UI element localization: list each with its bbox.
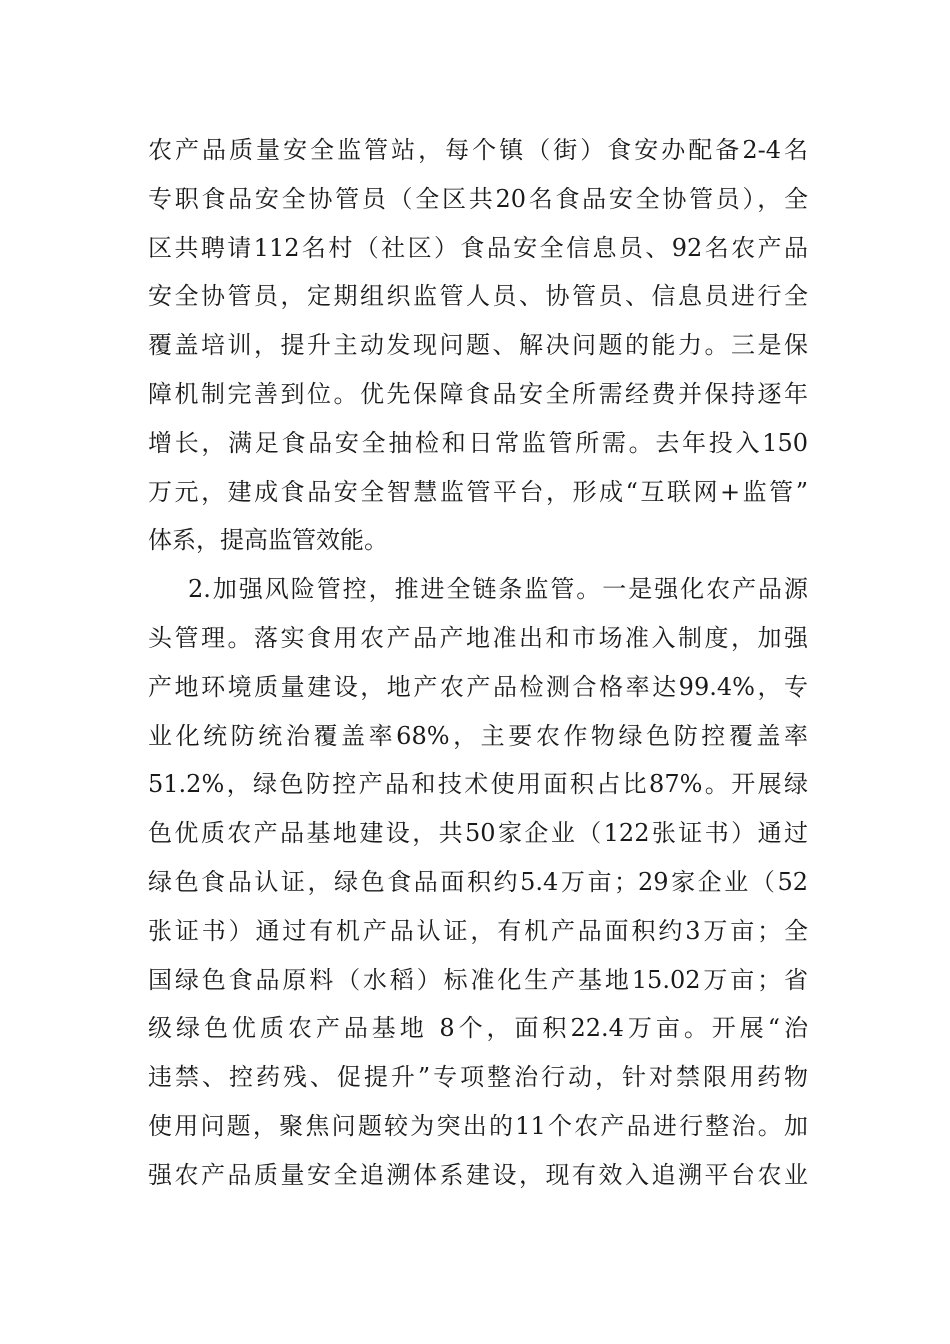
text-line: 国绿色食品原料（水稻）标准化生产基地15.02万亩；省	[148, 965, 808, 994]
text-line: 级绿色优质农产品基地 8个，面积22.4万亩。开展“治	[148, 1014, 808, 1043]
text-line: 色优质农产品基地建设，共50家企业（122张证书）通过	[148, 819, 808, 848]
text-line: 增长，满足食品安全抽检和日常监管所需。去年投入150	[148, 428, 808, 457]
text-line: 张证书）通过有机产品认证，有机产品面积约3万亩；全	[148, 916, 808, 945]
body-text	[148, 126, 808, 1200]
text-line: 头管理。落实食用农产品产地准出和市场准入制度，加强	[148, 623, 808, 652]
text-line: 使用问题，聚焦问题较为突出的11个农产品进行整治。加	[148, 1111, 808, 1140]
text-line: 违禁、控药残、促提升”专项整治行动，针对禁限用药物	[148, 1063, 808, 1092]
text-line: 障机制完善到位。优先保障食品安全所需经费并保持逐年	[148, 379, 808, 408]
text-line: 强农产品质量安全追溯体系建设，现有效入追溯平台农业	[148, 1160, 808, 1189]
text-line: 51.2%，绿色防控产品和技术使用面积占比87%。开展绿	[148, 770, 808, 799]
text-line: 2.加强风险管控，推进全链条监管。一是强化农产品源	[188, 575, 808, 604]
text-line: 区共聘请112名村（社区）食品安全信息员、92名农产品	[148, 233, 808, 262]
text-line: 专职食品安全协管员（全区共20名食品安全协管员），全	[148, 184, 808, 213]
text-line: 业化统防统治覆盖率68%，主要农作物绿色防控覆盖率	[148, 721, 808, 750]
text-line: 安全协管员，定期组织监管人员、协管员、信息员进行全	[148, 282, 808, 311]
text-line: 覆盖培训，提升主动发现问题、解决问题的能力。三是保	[148, 331, 808, 360]
text-line: 绿色食品认证，绿色食品面积约5.4万亩；29家企业（52	[148, 867, 808, 896]
text-line: 产地环境质量建设，地产农产品检测合格率达99.4%，专	[148, 672, 808, 701]
text-line: 万元，建成食品安全智慧监管平台，形成“互联网+监管”	[148, 477, 808, 506]
text-line: 体系，提高监管效能。	[148, 526, 388, 555]
text-line: 农产品质量安全监管站，每个镇（街）食安办配备2-4名	[148, 136, 808, 164]
